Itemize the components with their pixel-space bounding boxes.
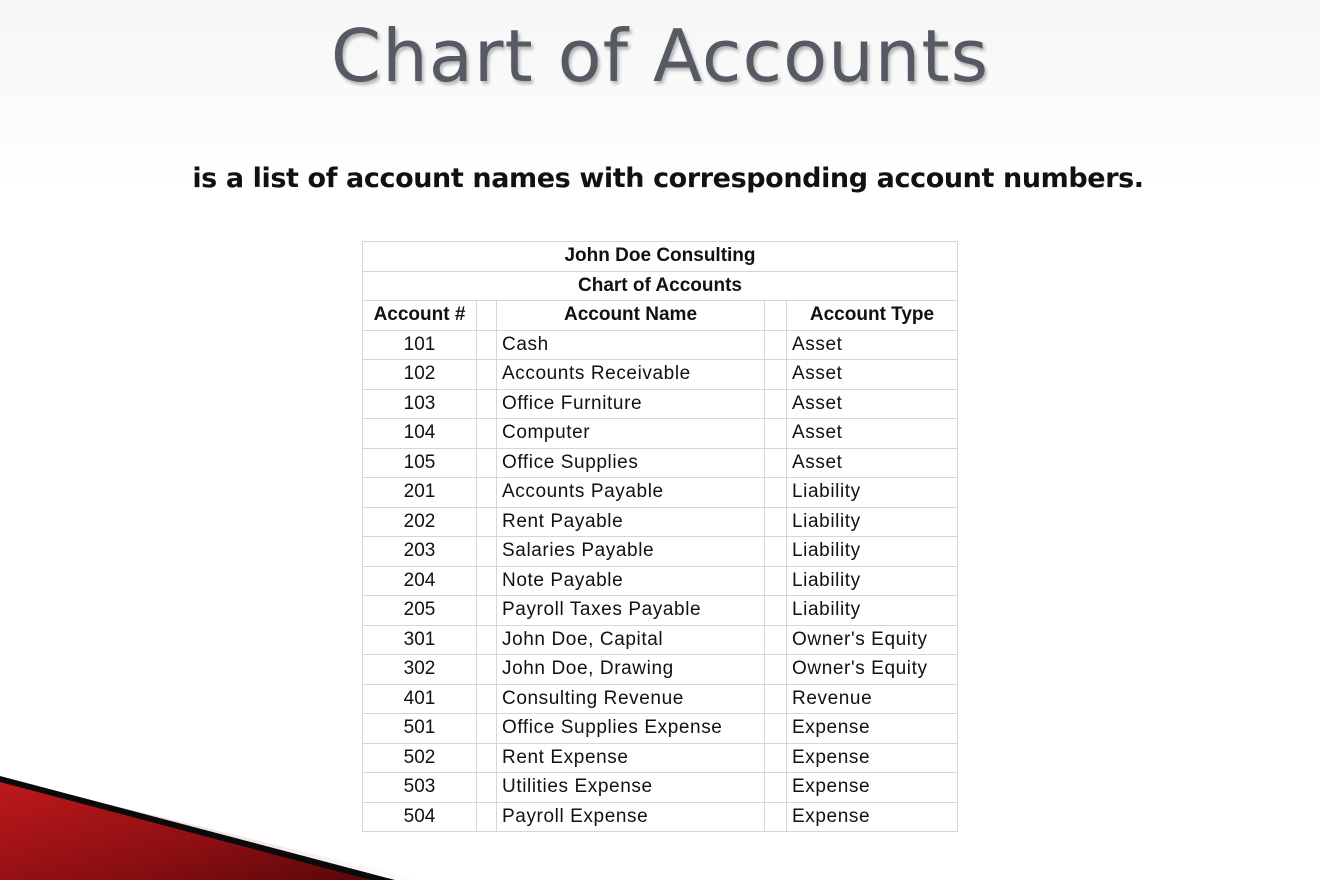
slide-subtitle: is a list of account names with corresponding account numbers. [192, 163, 1144, 194]
column-header-account-type: Account Type [787, 301, 958, 331]
column-spacer [477, 684, 497, 714]
account-type-cell: Asset [787, 448, 958, 478]
table-row [363, 448, 958, 478]
account-number-cell: 203 [363, 537, 477, 567]
column-spacer [765, 419, 787, 449]
table-caption: Chart of Accounts [363, 271, 958, 301]
account-type-cell: Liability [787, 507, 958, 537]
account-number-cell: 104 [363, 419, 477, 449]
column-spacer [477, 330, 497, 360]
account-number-cell: 204 [363, 566, 477, 596]
account-number-cell: 105 [363, 448, 477, 478]
account-type-cell: Asset [787, 360, 958, 390]
account-type-cell: Liability [787, 596, 958, 626]
account-type-cell: Liability [787, 566, 958, 596]
account-number-cell: 201 [363, 478, 477, 508]
column-spacer [765, 714, 787, 744]
account-name-cell: John Doe, Capital [497, 625, 765, 655]
column-spacer [765, 389, 787, 419]
column-header-account-number: Account # [363, 301, 477, 331]
table-row [363, 389, 958, 419]
account-number-cell: 205 [363, 596, 477, 626]
account-type-cell: Expense [787, 773, 958, 803]
column-spacer [477, 389, 497, 419]
slide-title: Chart of Accounts [330, 14, 990, 98]
account-type-cell: Asset [787, 330, 958, 360]
account-type-cell: Owner's Equity [787, 625, 958, 655]
column-spacer [477, 478, 497, 508]
account-name-cell: Note Payable [497, 566, 765, 596]
column-spacer [477, 360, 497, 390]
column-spacer [765, 360, 787, 390]
table-row [363, 596, 958, 626]
column-spacer [765, 301, 787, 331]
account-type-cell: Revenue [787, 684, 958, 714]
table-row [363, 419, 958, 449]
column-spacer [765, 743, 787, 773]
column-spacer [765, 773, 787, 803]
column-spacer [765, 625, 787, 655]
account-type-cell: Liability [787, 537, 958, 567]
column-spacer [477, 448, 497, 478]
account-name-cell: John Doe, Drawing [497, 655, 765, 685]
column-spacer [477, 743, 497, 773]
column-spacer [477, 566, 497, 596]
table-row [363, 330, 958, 360]
table-row [363, 743, 958, 773]
column-spacer [765, 596, 787, 626]
account-number-cell: 401 [363, 684, 477, 714]
table-row [363, 478, 958, 508]
column-header-row [363, 301, 958, 331]
account-name-cell: Payroll Expense [497, 802, 765, 832]
account-name-cell: Accounts Payable [497, 478, 765, 508]
account-number-cell: 101 [363, 330, 477, 360]
account-type-cell: Asset [787, 419, 958, 449]
account-name-cell: Office Supplies Expense [497, 714, 765, 744]
table-row [363, 360, 958, 390]
account-name-cell: Cash [497, 330, 765, 360]
column-spacer [477, 714, 497, 744]
table-row [363, 566, 958, 596]
column-spacer [765, 537, 787, 567]
table-row [363, 625, 958, 655]
account-number-cell: 502 [363, 743, 477, 773]
column-spacer [477, 419, 497, 449]
column-spacer [765, 330, 787, 360]
account-name-cell: Office Supplies [497, 448, 765, 478]
account-number-cell: 501 [363, 714, 477, 744]
column-spacer [765, 566, 787, 596]
company-name: John Doe Consulting [363, 242, 958, 272]
column-spacer [477, 596, 497, 626]
account-name-cell: Consulting Revenue [497, 684, 765, 714]
column-spacer [477, 655, 497, 685]
account-name-cell: Rent Expense [497, 743, 765, 773]
column-spacer [765, 507, 787, 537]
account-number-cell: 504 [363, 802, 477, 832]
account-type-cell: Expense [787, 802, 958, 832]
column-spacer [765, 684, 787, 714]
column-spacer [477, 625, 497, 655]
account-number-cell: 102 [363, 360, 477, 390]
column-header-account-name: Account Name [497, 301, 765, 331]
account-name-cell: Rent Payable [497, 507, 765, 537]
table-row [363, 714, 958, 744]
account-name-cell: Utilities Expense [497, 773, 765, 803]
column-spacer [765, 448, 787, 478]
account-name-cell: Computer [497, 419, 765, 449]
column-spacer [477, 507, 497, 537]
account-number-cell: 302 [363, 655, 477, 685]
column-spacer [477, 301, 497, 331]
account-type-cell: Expense [787, 714, 958, 744]
account-name-cell: Salaries Payable [497, 537, 765, 567]
account-type-cell: Expense [787, 743, 958, 773]
table-row [363, 537, 958, 567]
table-row [363, 684, 958, 714]
column-spacer [477, 537, 497, 567]
column-spacer [765, 478, 787, 508]
column-spacer [765, 655, 787, 685]
account-type-cell: Liability [787, 478, 958, 508]
account-type-cell: Owner's Equity [787, 655, 958, 685]
column-spacer [765, 802, 787, 832]
account-number-cell: 103 [363, 389, 477, 419]
account-name-cell: Payroll Taxes Payable [497, 596, 765, 626]
decorative-ribbon [0, 770, 600, 880]
account-type-cell: Asset [787, 389, 958, 419]
account-name-cell: Accounts Receivable [497, 360, 765, 390]
account-number-cell: 503 [363, 773, 477, 803]
table-row [363, 655, 958, 685]
account-number-cell: 301 [363, 625, 477, 655]
account-name-cell: Office Furniture [497, 389, 765, 419]
chart-of-accounts-table [362, 241, 958, 832]
account-number-cell: 202 [363, 507, 477, 537]
table-row [363, 507, 958, 537]
